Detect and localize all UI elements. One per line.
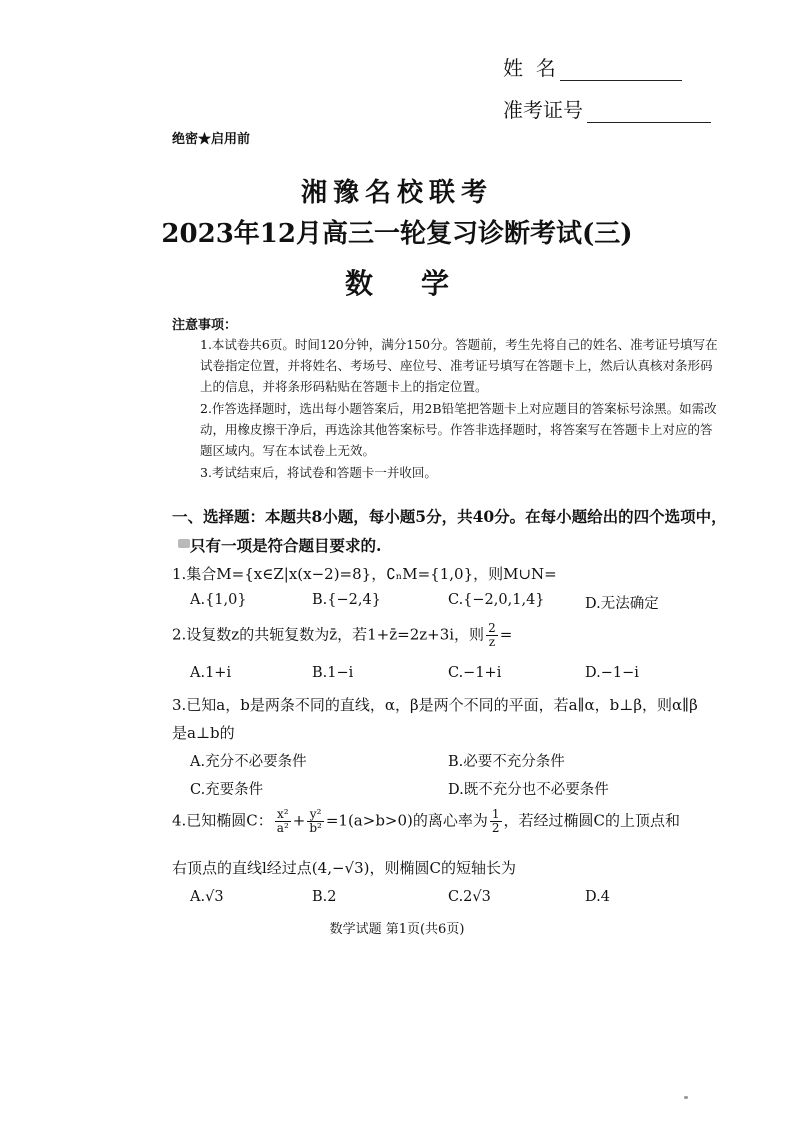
q4-option-a: A.√3: [190, 889, 224, 905]
q1-option-b: B.{−2,4}: [312, 592, 381, 608]
q4-option-d: D.4: [585, 889, 610, 905]
q1-option-c: C.{−2,0,1,4}: [448, 592, 545, 608]
question-4-stem: [172, 808, 680, 835]
notice-heading: 注意事项：: [172, 318, 238, 333]
name-field[interactable]: [503, 52, 682, 81]
section-heading-cont: 只有一项是符合题目要求的.: [190, 536, 382, 555]
q2-stem-eq: =: [499, 625, 513, 644]
exam-org-title: 湘豫名校联考: [300, 178, 493, 208]
q4-x-den: a²: [276, 821, 289, 835]
q4-stem-c: ，若经过椭圆C的上顶点和: [503, 811, 681, 830]
q2-option-d: D.−1−i: [585, 665, 639, 681]
exam-id-label: 准考证号: [503, 98, 583, 122]
q3-option-d: D.既不充分也不必要条件: [448, 782, 609, 798]
q2-frac-den: z: [488, 635, 496, 649]
section-heading: 一、选择题：本题共8小题，每小题5分，共40分。在每小题给出的四个选项中，: [172, 507, 727, 526]
subject-title: 数学: [344, 267, 497, 300]
q4-e-num: 1: [491, 807, 500, 821]
name-blank[interactable]: [560, 60, 682, 81]
q4-e-fraction: [490, 808, 502, 835]
q1-option-a: A.{1,0}: [190, 592, 247, 608]
question-2-stem: [172, 622, 512, 649]
confidential-mark: 绝密★启用前: [172, 132, 251, 147]
q4-plus: +: [292, 811, 306, 830]
exam-id-field[interactable]: [503, 94, 711, 123]
question-1-stem: 1.集合M={x∈Z|x(x−2)=8}，∁ₙM={1,0}，则M∪N=: [172, 565, 557, 583]
q4-y-fraction: [307, 808, 324, 835]
scan-speck: [684, 1096, 688, 1099]
q3-option-a: A.充分不必要条件: [190, 754, 307, 770]
question-4-stem-cont: 右顶点的直线l经过点(4,−√3)，则椭圆C的短轴长为: [172, 859, 516, 877]
q2-option-b: B.1−i: [312, 665, 354, 681]
q2-option-c: C.−1+i: [448, 665, 502, 681]
q2-frac-num: 2: [488, 621, 496, 635]
exam-title: 2023年12月高三一轮复习诊断考试(三): [161, 219, 633, 249]
page-footer: 数学试题 第1页(共6页): [329, 922, 465, 937]
q3-option-b: B.必要不充分条件: [448, 754, 565, 770]
scan-smudge: [178, 539, 190, 548]
q2-stem-text: 2.设复数z的共轭复数为z̄，若1+z̄=2z+3i，则: [172, 625, 485, 644]
q4-x-fraction: [275, 808, 291, 835]
q2-fraction: [486, 622, 498, 649]
question-3-stem-cont: 是a⊥b的: [172, 724, 235, 742]
question-3-stem: 3.已知a，b是两条不同的直线，α，β是两个不同的平面，若a∥α，b⊥β，则α∥β: [172, 696, 698, 714]
name-label: 姓 名: [503, 56, 556, 80]
notice-item-3: 3.考试结束后，将试卷和答题卡一并收回。: [200, 465, 437, 480]
q4-option-b: B.2: [312, 889, 337, 905]
q4-y-num: y²: [307, 808, 324, 822]
q4-option-c: C.2√3: [448, 889, 491, 905]
q4-stem-b: =1(a>b>0)的离心率为: [325, 811, 488, 830]
q1-option-d: D.无法确定: [585, 596, 659, 612]
exam-id-blank[interactable]: [587, 102, 711, 123]
notice-item-1: 1.本试卷共6页。时间120分钟，满分150分。答题前，考生先将自己的姓名、准考证号填写在试卷指定位置，并将姓名、考场号、座位号、准考证号填写在答题卡上，然后认真核对条形码上的信息，并将条形码粘贴在答题卡上的指定位置。: [200, 337, 718, 394]
q2-option-a: A.1+i: [190, 665, 232, 681]
q3-option-c: C.充要条件: [190, 782, 264, 798]
q4-stem-a: 4.已知椭圆C：: [172, 811, 273, 830]
notice-item-2: 2.作答选择题时，选出每小题答案后，用2B铅笔把答题卡上对应题目的答案标号涂黑。如需改动，用橡皮擦干净后，再选涂其他答案标号。作答非选择题时，将答案写在答题卡上对应的答题区域内。写在本试卷上无效。: [200, 401, 717, 458]
q4-x-num: x²: [275, 808, 291, 822]
q4-y-den: b²: [309, 821, 322, 835]
q4-e-den: 2: [491, 821, 500, 835]
